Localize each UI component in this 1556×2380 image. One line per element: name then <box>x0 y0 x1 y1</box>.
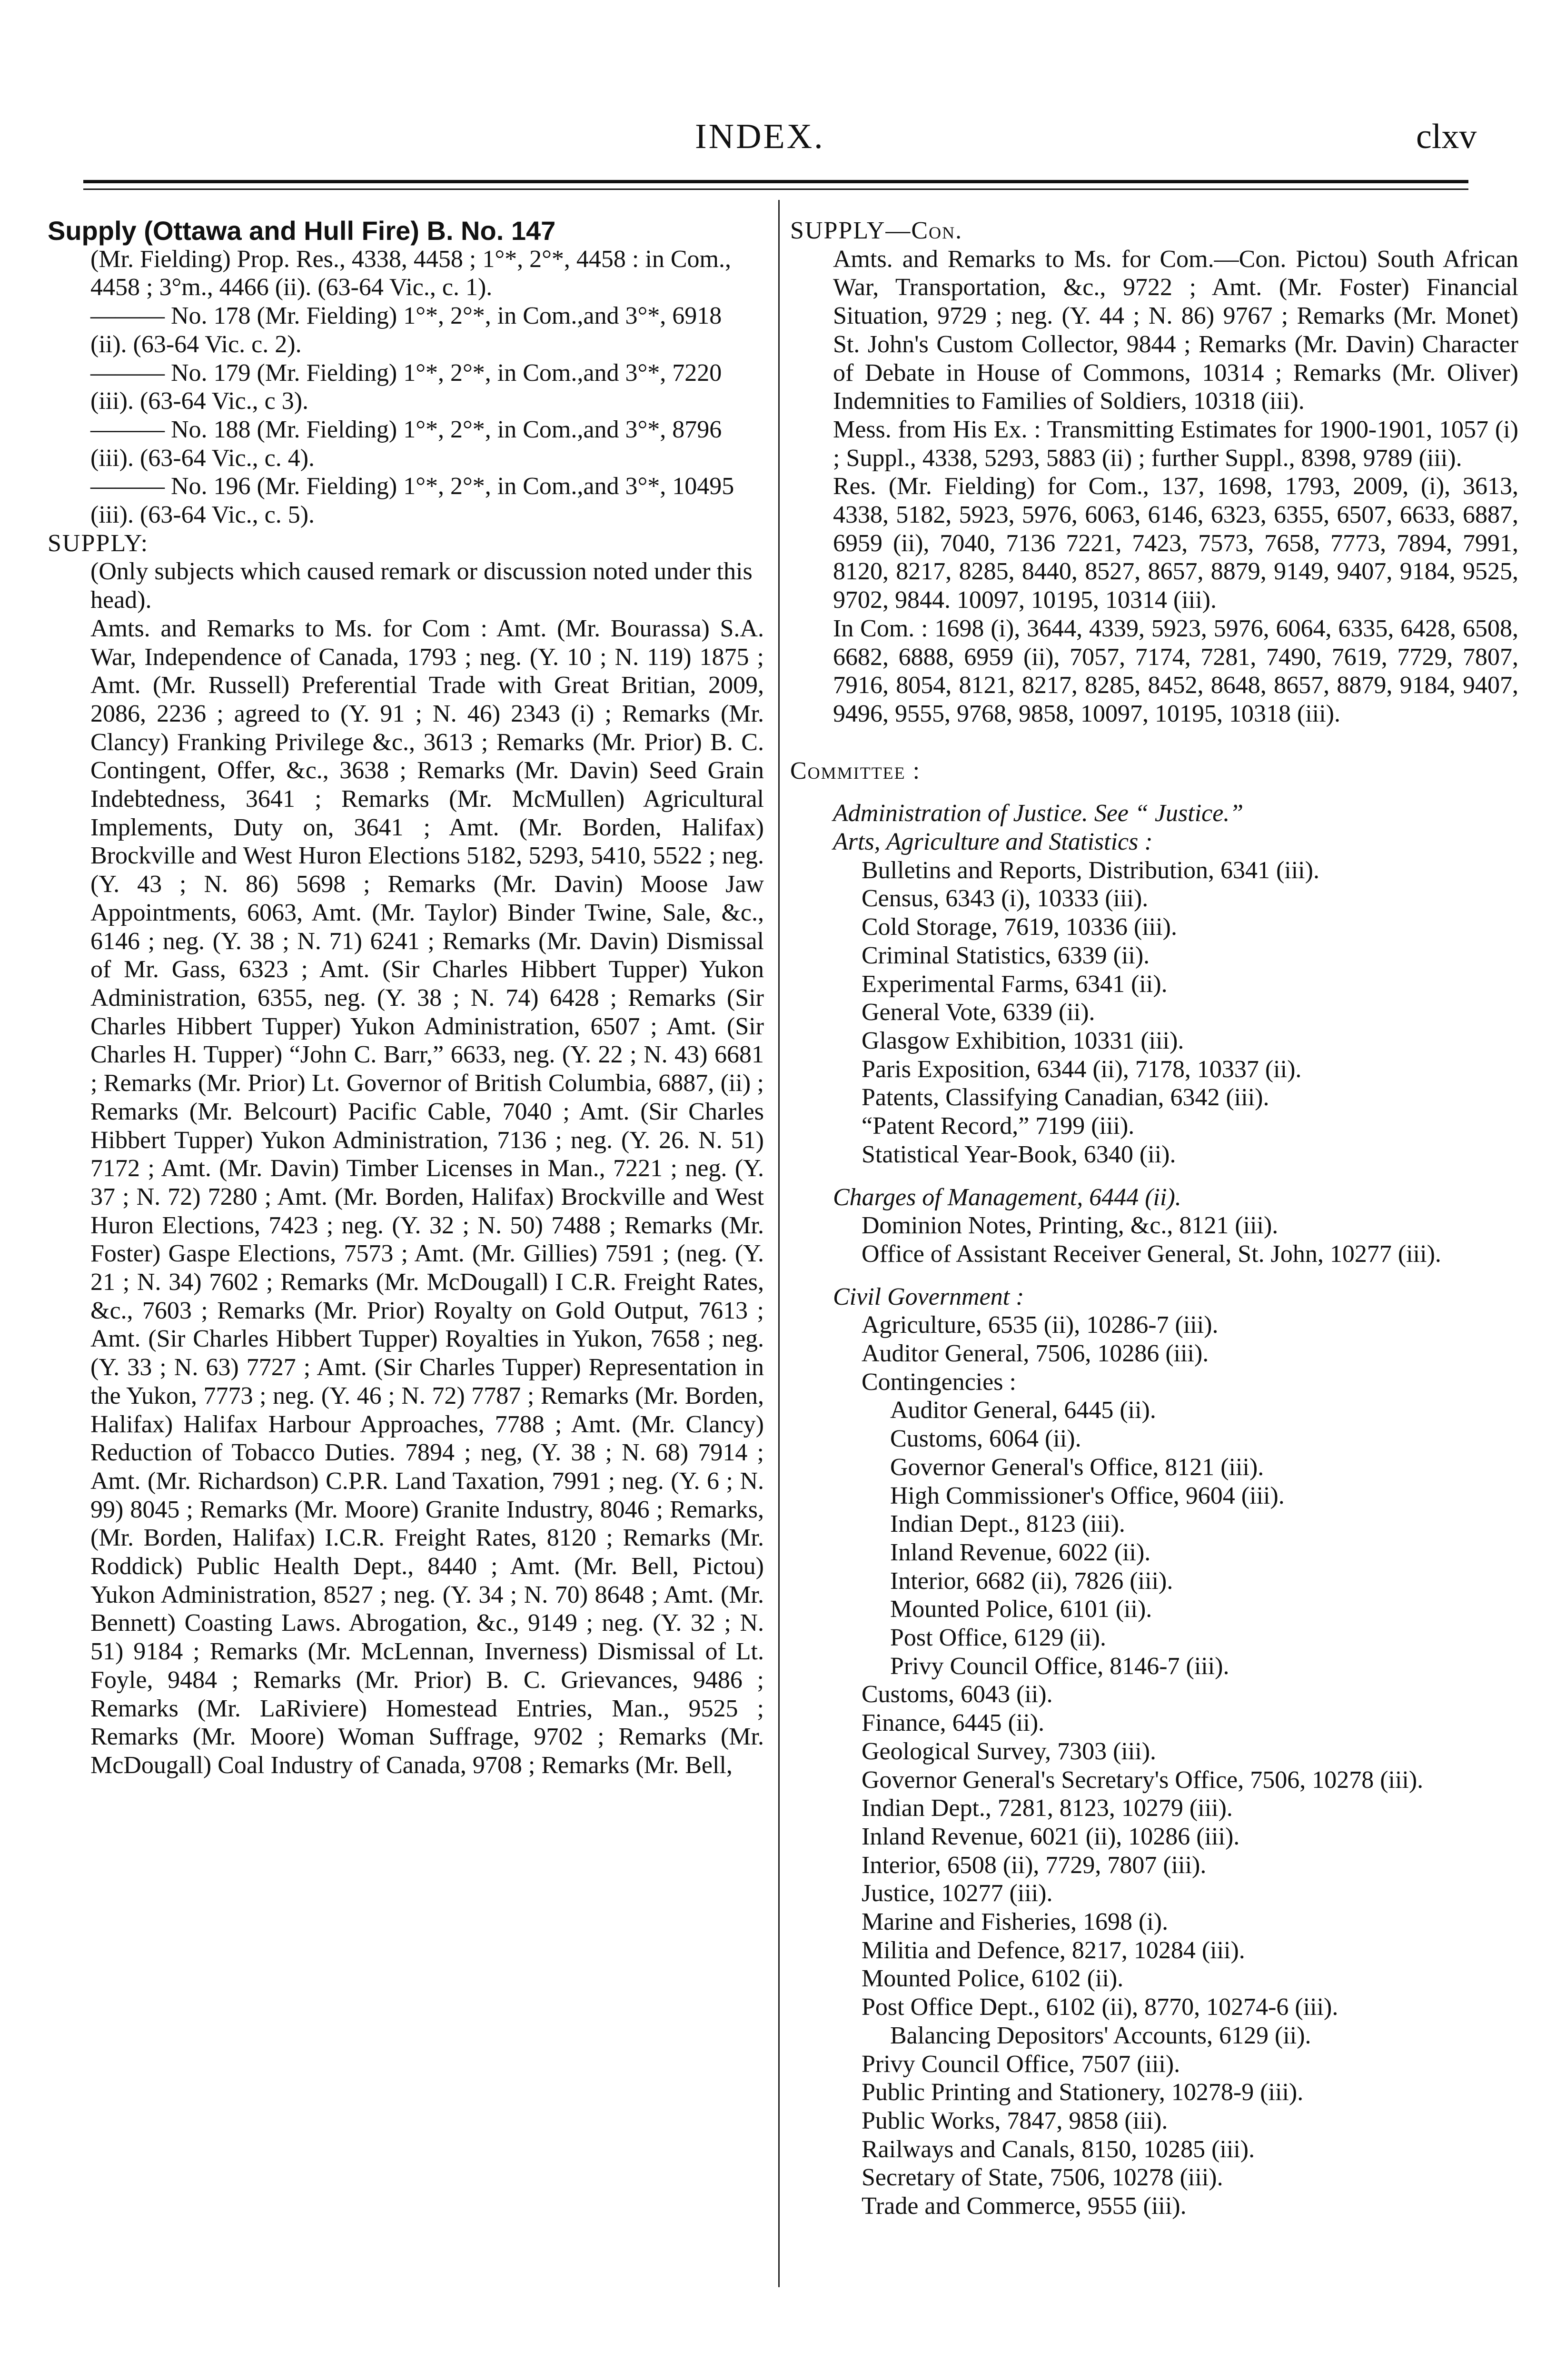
left-column <box>48 217 764 1780</box>
right-index-entry: Glasgow Exhibition, 10331 (iii). <box>862 1027 1184 1054</box>
right-index-entry: Patents, Classifying Canadian, 6342 (iii). <box>862 1084 1269 1111</box>
right-index-entry: Agriculture, 6535 (ii), 10286-7 (iii). <box>862 1311 1219 1339</box>
right-index-entry: Arts, Agriculture and Statistics : <box>833 828 1153 856</box>
right-index-entry: Inland Revenue, 6021 (ii), 10286 (iii). <box>862 1823 1240 1850</box>
right-index-entry: SUPPLY—Con. <box>790 217 963 244</box>
column-divider <box>778 200 780 2287</box>
right-index-entry: Cold Storage, 7619, 10336 (iii). <box>862 913 1177 941</box>
right-index-entry: Mounted Police, 6101 (ii). <box>890 1596 1152 1623</box>
right-index-entry: Criminal Statistics, 6339 (ii). <box>862 942 1150 969</box>
header-rule-thin <box>83 188 1468 190</box>
left-index-entry: ——— No. 188 (Mr. Fielding) 1°*, 2°*, in Com.,and 3°*, 8796 (iii). (63-64 Vic., c. 4). <box>90 416 722 472</box>
right-index-entry: Committee : <box>790 757 921 784</box>
left-index-entry: (Only subjects which caused remark or discussion noted under this head). <box>90 558 753 614</box>
right-index-entry: Post Office Dept., 6102 (ii), 8770, 10274-6 (iii). <box>862 1993 1338 2021</box>
right-index-entry: Contingencies : <box>862 1368 1016 1396</box>
right-index-entry: Indian Dept., 7281, 8123, 10279 (iii). <box>862 1795 1233 1822</box>
right-index-entry: Secretary of State, 7506, 10278 (iii). <box>862 2164 1223 2192</box>
right-index-entry: Statistical Year-Book, 6340 (ii). <box>862 1140 1176 1168</box>
right-index-entry: Privy Council Office, 7507 (iii). <box>862 2050 1180 2078</box>
left-index-entry: ——— No. 196 (Mr. Fielding) 1°*, 2°*, in Com.,and 3°*, 10495 (iii). (63-64 Vic., c. 5). <box>90 473 734 529</box>
header-rule-thick <box>83 180 1468 183</box>
right-index-entry: Governor General's Secretary's Office, 7506, 10278 (iii). <box>862 1766 1424 1794</box>
right-index-entry: Marine and Fisheries, 1698 (i). <box>862 1908 1169 1936</box>
left-index-entry: (Mr. Fielding) Prop. Res., 4338, 4458 ; 1°*, 2°*, 4458 : in Com., 4458 ; 3°m., 4466 (ii). (63-64 Vic., c. 1). <box>90 245 731 301</box>
right-index-entry: Balancing Depositors' Accounts, 6129 (ii). <box>890 2022 1311 2049</box>
right-index-entry: Privy Council Office, 8146-7 (iii). <box>890 1652 1229 1680</box>
right-index-entry: Civil Government : <box>833 1283 1024 1310</box>
right-index-entry: Auditor General, 7506, 10286 (iii). <box>862 1340 1209 1368</box>
right-index-entry: Charges of Management, 6444 (ii). <box>833 1183 1181 1211</box>
right-index-entry: Interior, 6682 (ii), 7826 (iii). <box>890 1567 1173 1595</box>
left-index-entry: Amts. and Remarks to Ms. for Com : Amt. (Mr. Bourassa) S.A. War, Independence of Canada, 1793 ; neg. (Y. 10 ; N. 119) 1875 ; Amt. (Mr. Russell) Preferential Trade with Great Britian, 2009, 2086, 2236 ; agreed to (Y. 91 ; N. 46) 2343 (i) ; Remarks (Mr. Clancy) Franking Privilege &c., 3613 ; Remarks (Mr. Prior) B. C. Contingent, Offer, &c., 3638 ; Remarks (Mr. Davin) Seed Grain Indebtedness, 3641 ; Remarks (Mr. McMullen) Agricultural Implements, Duty on, 3641 ; Amt. (Mr. Borden, Halifax) Brockville and West Huron Elections 5182, 5293, 5410, 5522 ; neg. (Y. 43 ; N. 86) 5698 ; Remarks (Mr. Davin) Moose Jaw Appointments, 6063, Amt. (Mr. Taylor) Binder Twine, Sale, &c., 6146 ; neg. (Y. 38 ; N. 71) 6241 ; Remarks (Mr. Davin) Dismissal of Mr. Gass, 6323 ; Amt. (Sir Charles Hibbert Tupper) Yukon Administration, 6355, neg. (Y. 38 ; N. 74) 6428 ; Remarks (Sir Charles Hibbert Tupper) Yukon Administration, 6507 ; Amt. (Sir Charles H. Tupper) “John C. Barr,” 6633, neg. (Y. 22 ; N. 43) 6681 ; Remarks (Mr. Prior) Lt. Governor of British Columbia, 6887, (ii) ; Remarks (Mr. Belcourt) Pacific Cable, 7040 ; Amt. (Sir Charles Hibbert Tupper) Yukon Administration, 7136 ; neg. (Y. 26. N. 51) 7172 ; Amt. (Mr. Davin) Timber Licenses in Man., 7221 ; neg. (Y. 37 ; N. 72) 7280 ; Amt. (Mr. Borden, Halifax) Brockville and West Huron Elections, 7423 ; neg. (Y. 32 ; N. 50) 7488 ; Remarks (Mr. Foster) Gaspe Elections, 7573 ; Amt. (Mr. Gillies) 7591 ; (neg. (Y. 21 ; N. 34) 7602 ; Remarks (Mr. McDougall) I C.R. Freight Rates, &c., 7603 ; Remarks (Mr. Prior) Royalty on Gold Output, 7613 ; Amt. (Sir Charles Hibbert Tupper) Royalties in Yukon, 7658 ; neg. (Y. 33 ; N. 63) 7727 ; Amt. (Sir Charles Tupper) Representation in the Yukon, 7773 ; neg. (Y. 46 ; N. 72) 7787 ; Remarks (Mr. Borden, Halifax) Halifax Harbour Approaches, 7788 ; Amt. (Mr. Clancy) Reduction of Tobacco Duties. 7894 ; neg, (Y. 38 ; N. 68) 7914 ; Amt. (Mr. Richardson) C.P.R. Land Taxation, 7991 ; neg. (Y. 6 ; N. 99) 8045 ; Remarks (Mr. Moore) Granite Industry, 8046 ; Remarks, (Mr. Borden, Halifax) I.C.R. Freight Rates, 8120 ; Remarks (Mr. Roddick) Public Health Dept., 8440 ; Amt. (Mr. Bell, Pictou) Yukon Administration, 8527 ; neg. (Y. 34 ; N. 70) 8648 ; Amt. (Mr. Bennett) Coasting Laws. Abrogation, &c., 9149 ; neg. (Y. 32 ; N. 51) 9184 ; Remarks (Mr. McLennan, Inverness) Dismissal of Lt. Foyle, 9484 ; Remarks (Mr. Prior) B. C. Grievances, 9486 ; Remarks (Mr. LaRiviere) Homestead Entries, Man., 9525 ; Remarks (Mr. Moore) Woman Suffrage, 9702 ; Remarks (Mr. McDougall) Coal Industry of Canada, 9708 ; Remarks (Mr. Bell, <box>90 615 764 1779</box>
right-index-entry: Paris Exposition, 6344 (ii), 7178, 10337 (ii). <box>862 1055 1302 1083</box>
right-index-entry: Militia and Defence, 8217, 10284 (iii). <box>862 1936 1245 1964</box>
right-index-entry: Public Printing and Stationery, 10278-9 (iii). <box>862 2079 1304 2106</box>
right-index-entry: Amts. and Remarks to Ms. for Com.—Con. Pictou) South African War, Transportation, &c., 9722 ; Amt. (Mr. Foster) Financial Situation, 9729 ; neg. (Y. 44 ; N. 86) 9767 ; Remarks (Mr. Monet) St. John's Custom Collector, 9844 ; Remarks (Mr. Davin) Character of Debate in House of Commons, 10314 ; Remarks (Mr. Oliver) Indemnities to Families of Soldiers, 10318 (iii). <box>833 245 1518 415</box>
left-index-entry: ——— No. 178 (Mr. Fielding) 1°*, 2°*, in Com.,and 3°*, 6918 (ii). (63-64 Vic. c. 2). <box>90 302 722 358</box>
right-index-entry: Public Works, 7847, 9858 (iii). <box>862 2107 1168 2134</box>
page-number: clxv <box>1416 117 1477 156</box>
right-index-entry: General Vote, 6339 (ii). <box>862 999 1095 1026</box>
right-index-entry: Res. (Mr. Fielding) for Com., 137, 1698, 1793, 2009, (i), 3613, 4338, 5182, 5923, 5976, 6063, 6146, 6323, 6355, 6507, 6633, 6887, 6959 (ii), 7040, 7136 7221, 7423, 7573, 7658, 7773, 7894, 7991, 8120, 8217, 8285, 8440, 8527, 8657, 8879, 9149, 9407, 9184, 9525, 9702, 9844. 10097, 10195, 10314 (iii). <box>833 473 1518 614</box>
right-index-entry: Interior, 6508 (ii), 7729, 7807 (iii). <box>862 1851 1207 1879</box>
right-index-entry: High Commissioner's Office, 9604 (iii). <box>890 1482 1285 1509</box>
right-index-entry <box>790 785 1518 799</box>
right-index-entry: Dominion Notes, Printing, &c., 8121 (iii). <box>862 1212 1278 1240</box>
right-index-entry: Railways and Canals, 8150, 10285 (iii). <box>862 2135 1255 2163</box>
right-index-entry: “Patent Record,” 7199 (iii). <box>862 1112 1135 1140</box>
right-index-entry: Justice, 10277 (iii). <box>862 1880 1053 1907</box>
right-index-entry: Office of Assistant Receiver General, St. John, 10277 (iii). <box>862 1240 1441 1268</box>
right-index-entry: Indian Dept., 8123 (iii). <box>890 1510 1125 1538</box>
right-index-entry: Governor General's Office, 8121 (iii). <box>890 1453 1264 1481</box>
right-index-entry: Inland Revenue, 6022 (ii). <box>890 1538 1151 1566</box>
right-index-entry: Post Office, 6129 (ii). <box>890 1624 1106 1652</box>
page-header-title: INDEX. <box>695 117 825 156</box>
right-index-entry: In Com. : 1698 (i), 3644, 4339, 5923, 5976, 6064, 6335, 6428, 6508, 6682, 6888, 6959 (ii), 7057, 7174, 7281, 7490, 7619, 7729, 7807, 7916, 8054, 8121, 8217, 8285, 8452, 8648, 8657, 8879, 9184, 9407, 9496, 9555, 9768, 9858, 10097, 10195, 10318 (iii). <box>833 615 1518 727</box>
left-index-entry: Supply (Ottawa and Hull Fire) B. No. 147 <box>48 216 556 246</box>
right-index-entry: Geological Survey, 7303 (iii). <box>862 1737 1157 1765</box>
right-index-entry: Mess. from His Ex. : Transmitting Estimates for 1900-1901, 1057 (i) ; Suppl., 4338, 5293, 5883 (ii) ; further Suppl., 8398, 9789 (iii). <box>833 416 1518 472</box>
right-index-entry <box>790 1169 1518 1183</box>
right-index-entry: Customs, 6064 (ii). <box>890 1425 1081 1453</box>
right-index-entry: Census, 6343 (i), 10333 (iii). <box>862 885 1149 912</box>
right-index-entry: Trade and Commerce, 9555 (iii). <box>862 2192 1187 2220</box>
right-index-entry <box>790 728 1518 757</box>
right-index-entry: Bulletins and Reports, Distribution, 6341 (iii). <box>862 856 1319 884</box>
left-index-entry: SUPPLY: <box>48 529 149 557</box>
right-index-entry: Auditor General, 6445 (ii). <box>890 1397 1156 1424</box>
right-index-entry <box>790 1269 1518 1283</box>
right-index-entry: Experimental Farms, 6341 (ii). <box>862 970 1168 998</box>
right-column <box>790 217 1518 2221</box>
right-index-entry: Mounted Police, 6102 (ii). <box>862 1965 1124 1993</box>
left-index-entry: ——— No. 179 (Mr. Fielding) 1°*, 2°*, in Com.,and 3°*, 7220 (iii). (63-64 Vic., c 3). <box>90 359 722 415</box>
right-index-entry: Finance, 6445 (ii). <box>862 1709 1045 1737</box>
right-index-entry: Customs, 6043 (ii). <box>862 1681 1053 1708</box>
right-index-entry: Administration of Justice. See “ Justice.” <box>833 800 1244 827</box>
